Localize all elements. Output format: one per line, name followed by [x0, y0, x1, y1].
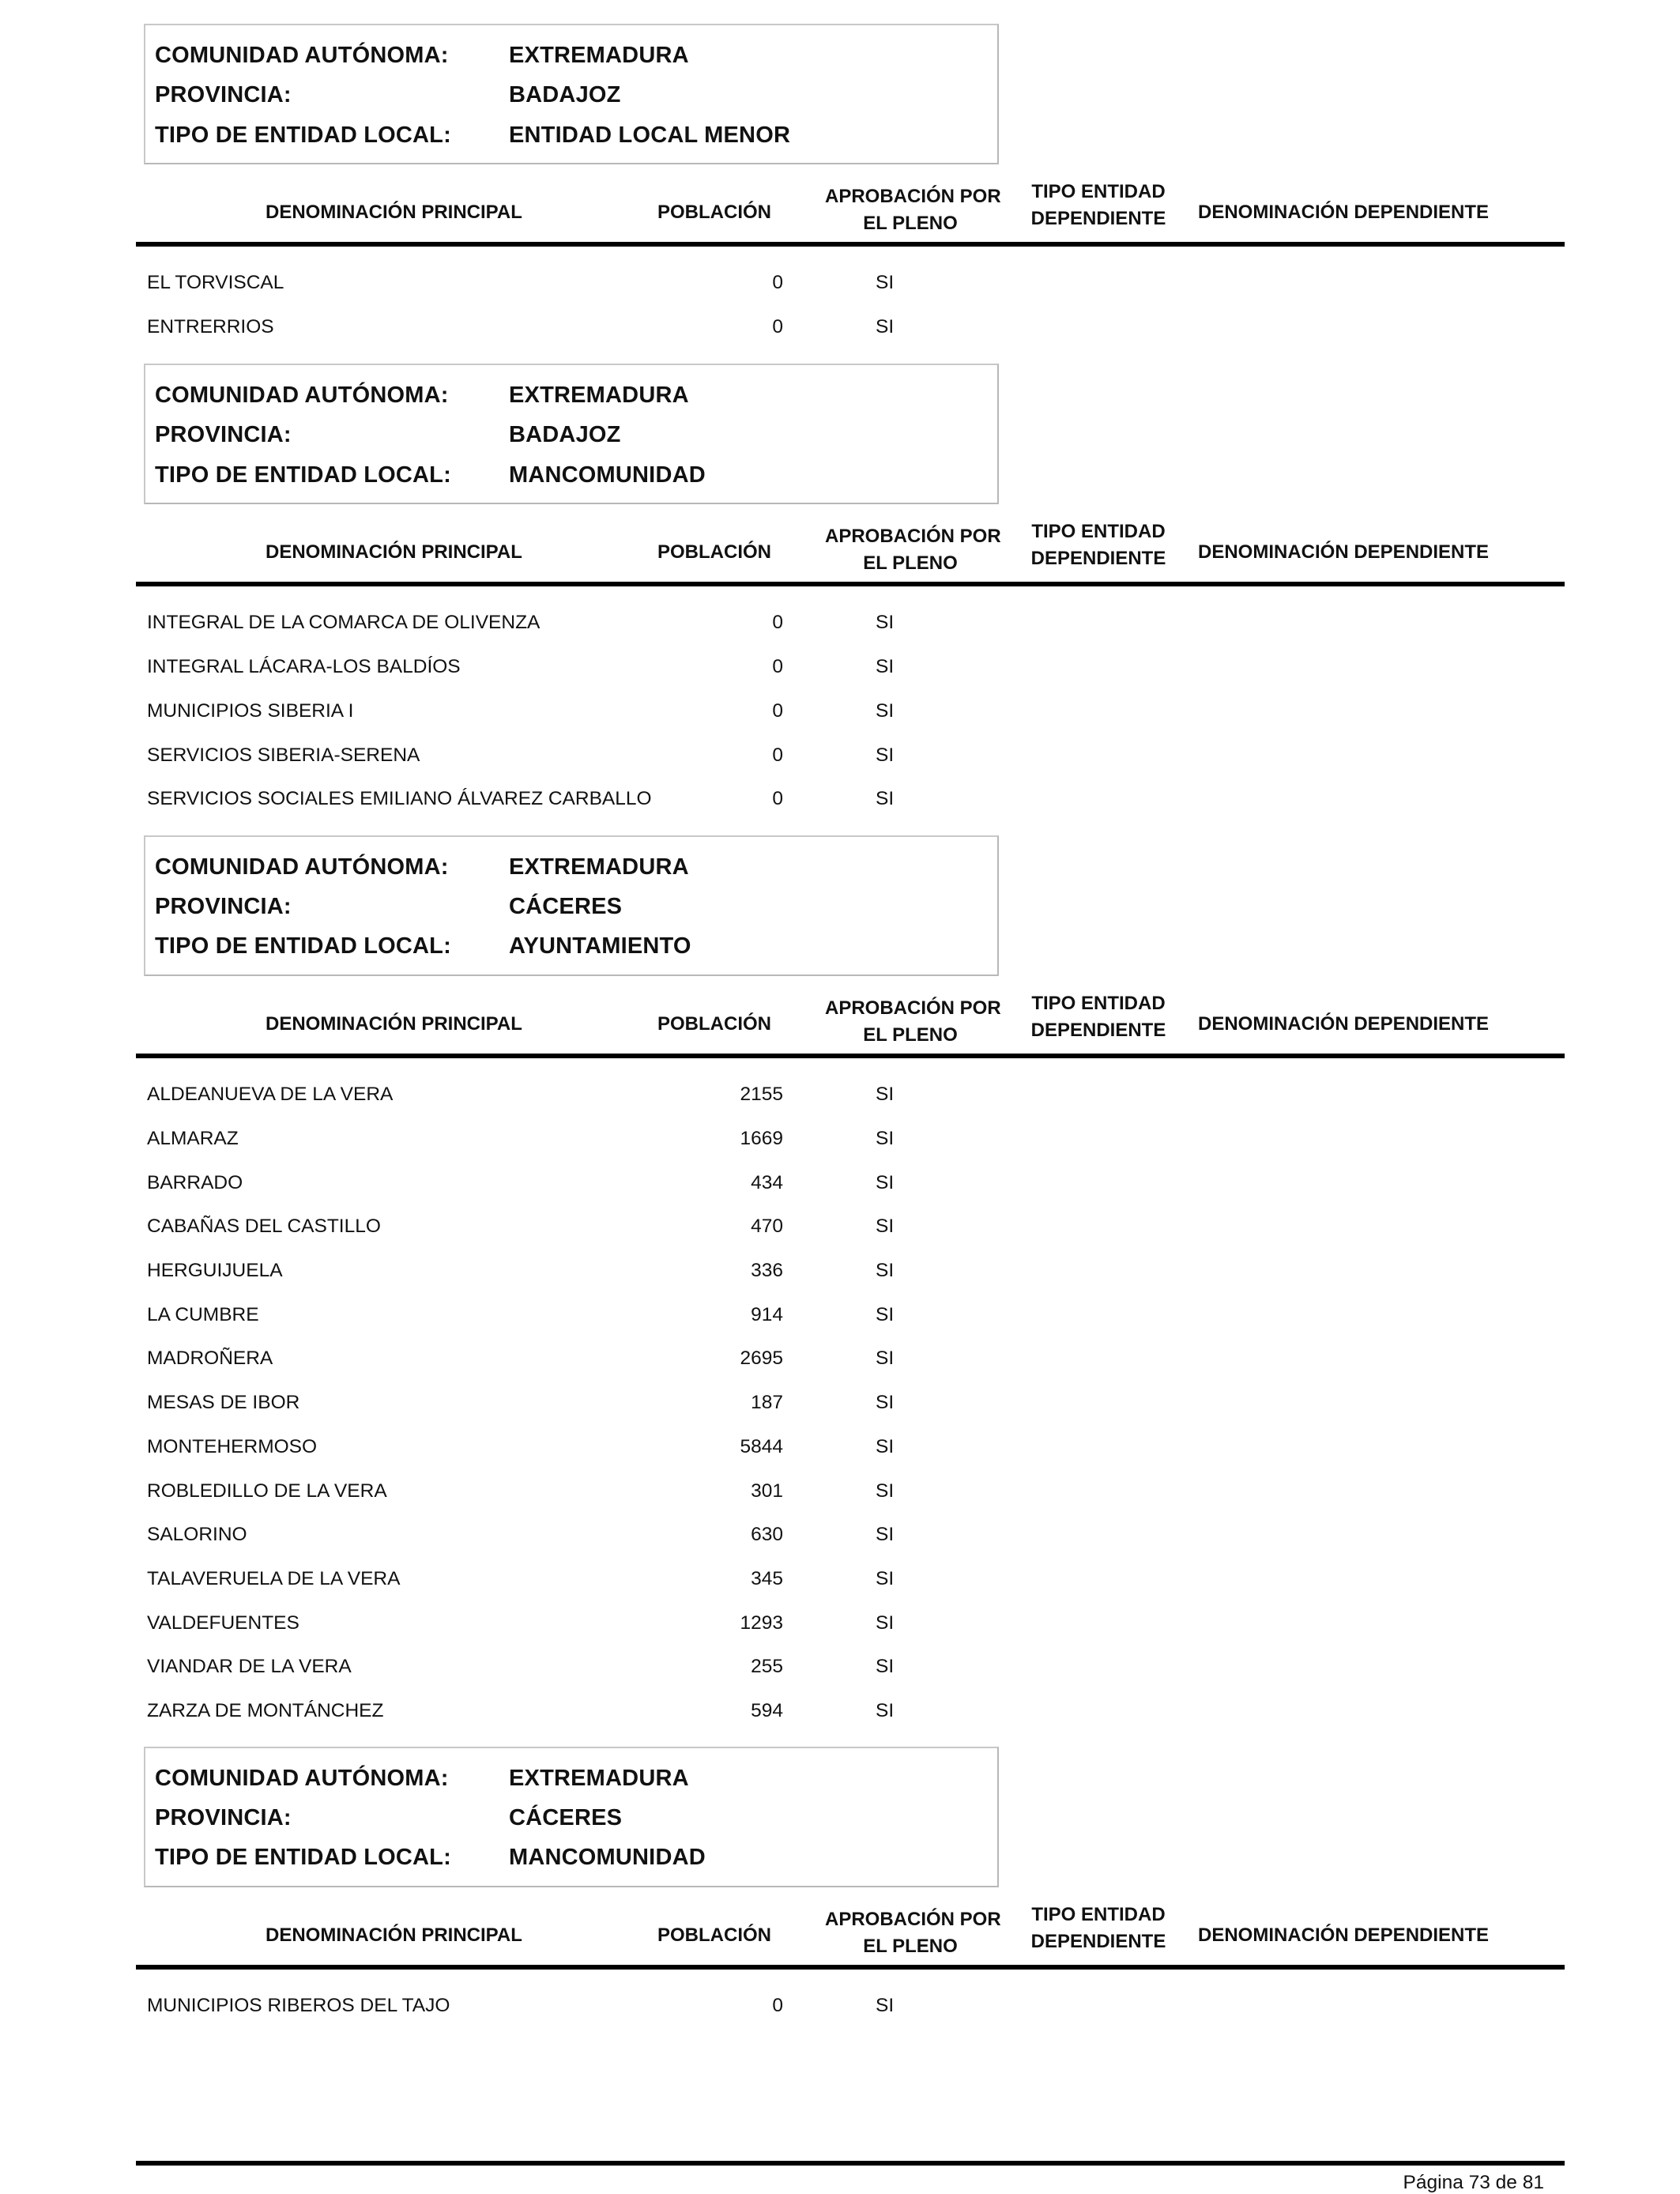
row-population: 0	[772, 656, 783, 677]
row-name: SERVICIOS SOCIALES EMILIANO ÁLVAREZ CARBALLO	[147, 788, 652, 809]
row-name: ALDEANUEVA DE LA VERA	[147, 1084, 394, 1105]
col-denominacion-header: DENOMINACIÓN PRINCIPAL	[266, 202, 522, 223]
row-name: INTEGRAL DE LA COMARCA DE OLIVENZA	[147, 612, 541, 633]
col-aprobacion-header-line1: APROBACIÓN POR	[825, 186, 1001, 207]
row-population: 345	[751, 1568, 783, 1589]
row-name: MESAS DE IBOR	[147, 1392, 300, 1413]
tipo-value: MANCOMUNIDAD	[509, 1845, 706, 1870]
tipo-value: AYUNTAMIENTO	[509, 933, 691, 959]
row-name: MADROÑERA	[147, 1348, 273, 1369]
row-population: 0	[772, 788, 783, 809]
col-dependiente-header: DENOMINACIÓN DEPENDIENTE	[1198, 202, 1490, 223]
col-tipo-header-line2: DEPENDIENTE	[1030, 1931, 1166, 1952]
row-approval: SI	[876, 1172, 895, 1193]
col-dependiente-header: DENOMINACIÓN DEPENDIENTE	[1198, 541, 1490, 563]
row-population: 0	[772, 1995, 783, 2016]
row-name: ROBLEDILLO DE LA VERA	[147, 1480, 387, 1502]
provincia-value: CÁCERES	[509, 894, 623, 919]
comunidad-label: COMUNIDAD AUTÓNOMA:	[155, 43, 449, 68]
row-population: 187	[751, 1392, 783, 1413]
col-tipo-header-line1: TIPO ENTIDAD	[1031, 1904, 1166, 1925]
comunidad-label: COMUNIDAD AUTÓNOMA:	[155, 1766, 449, 1791]
footer-rule	[136, 2161, 1565, 2166]
row-name: INTEGRAL LÁCARA-LOS BALDÍOS	[147, 656, 461, 677]
row-population: 470	[751, 1216, 783, 1237]
col-poblacion-header: POBLACIÓN	[657, 202, 771, 223]
row-approval: SI	[876, 1480, 895, 1502]
comunidad-value: EXTREMADURA	[509, 854, 689, 880]
row-approval: SI	[876, 745, 895, 766]
tipo-label: TIPO DE ENTIDAD LOCAL:	[155, 462, 451, 488]
col-tipo-header-line1: TIPO ENTIDAD	[1031, 993, 1166, 1014]
row-name: VIANDAR DE LA VERA	[147, 1656, 352, 1677]
row-approval: SI	[876, 1392, 895, 1413]
col-aprobacion-header-line2: EL PLENO	[863, 1024, 958, 1046]
row-name: MONTEHERMOSO	[147, 1436, 318, 1457]
row-approval: SI	[876, 700, 895, 722]
row-population: 0	[772, 612, 783, 633]
provincia-label: PROVINCIA:	[155, 422, 292, 447]
row-name: VALDEFUENTES	[147, 1612, 299, 1634]
row-name: EL TORVISCAL	[147, 272, 284, 293]
row-approval: SI	[876, 1348, 895, 1369]
row-population: 301	[751, 1480, 783, 1502]
row-approval: SI	[876, 1700, 895, 1721]
header-rule	[136, 1054, 1565, 1058]
row-approval: SI	[876, 272, 895, 293]
row-approval: SI	[876, 1436, 895, 1457]
tipo-label: TIPO DE ENTIDAD LOCAL:	[155, 933, 451, 959]
col-aprobacion-header-line2: EL PLENO	[863, 1936, 958, 1957]
row-name: ALMARAZ	[147, 1128, 239, 1149]
col-aprobacion-header-line1: APROBACIÓN POR	[825, 526, 1001, 547]
tipo-label: TIPO DE ENTIDAD LOCAL:	[155, 123, 451, 148]
comunidad-value: EXTREMADURA	[509, 43, 689, 68]
col-aprobacion-header-line2: EL PLENO	[863, 552, 958, 574]
row-approval: SI	[876, 788, 895, 809]
header-rule	[136, 242, 1565, 247]
row-approval: SI	[876, 1304, 895, 1325]
row-population: 914	[751, 1304, 783, 1325]
col-poblacion-header: POBLACIÓN	[657, 541, 771, 563]
provincia-label: PROVINCIA:	[155, 894, 292, 919]
col-aprobacion-header-line1: APROBACIÓN POR	[825, 997, 1001, 1019]
row-approval: SI	[876, 316, 895, 337]
row-population: 336	[751, 1260, 783, 1281]
tipo-value: MANCOMUNIDAD	[509, 462, 706, 488]
col-denominacion-header: DENOMINACIÓN PRINCIPAL	[266, 1013, 522, 1035]
row-name: MUNICIPIOS SIBERIA I	[147, 700, 354, 722]
tipo-label: TIPO DE ENTIDAD LOCAL:	[155, 1845, 451, 1870]
row-population: 1293	[740, 1612, 783, 1634]
comunidad-label: COMUNIDAD AUTÓNOMA:	[155, 854, 449, 880]
row-name: SERVICIOS SIBERIA-SERENA	[147, 745, 420, 766]
row-approval: SI	[876, 1995, 895, 2016]
col-poblacion-header: POBLACIÓN	[657, 1924, 771, 1946]
row-name: CABAÑAS DEL CASTILLO	[147, 1216, 381, 1237]
row-name: ZARZA DE MONTÁNCHEZ	[147, 1700, 384, 1721]
comunidad-value: EXTREMADURA	[509, 383, 689, 408]
row-approval: SI	[876, 1216, 895, 1237]
header-rule	[136, 582, 1565, 586]
col-dependiente-header: DENOMINACIÓN DEPENDIENTE	[1198, 1013, 1490, 1035]
row-population: 0	[772, 745, 783, 766]
col-tipo-header-line1: TIPO ENTIDAD	[1031, 181, 1166, 202]
row-approval: SI	[876, 1568, 895, 1589]
provincia-label: PROVINCIA:	[155, 1805, 292, 1830]
col-poblacion-header: POBLACIÓN	[657, 1013, 771, 1035]
row-name: LA CUMBRE	[147, 1304, 259, 1325]
page-number: Página 73 de 81	[1403, 2172, 1544, 2193]
col-denominacion-header: DENOMINACIÓN PRINCIPAL	[266, 1924, 522, 1946]
col-aprobacion-header-line2: EL PLENO	[863, 213, 958, 234]
col-denominacion-header: DENOMINACIÓN PRINCIPAL	[266, 541, 522, 563]
row-population: 594	[751, 1700, 783, 1721]
row-approval: SI	[876, 1612, 895, 1634]
row-population: 5844	[740, 1436, 783, 1457]
row-approval: SI	[876, 656, 895, 677]
provincia-value: BADAJOZ	[509, 422, 621, 447]
row-population: 1669	[740, 1128, 783, 1149]
row-approval: SI	[876, 1128, 895, 1149]
row-name: BARRADO	[147, 1172, 243, 1193]
col-tipo-header-line1: TIPO ENTIDAD	[1031, 521, 1166, 542]
row-name: HERGUIJUELA	[147, 1260, 283, 1281]
provincia-value: CÁCERES	[509, 1805, 623, 1830]
comunidad-value: EXTREMADURA	[509, 1766, 689, 1791]
row-population: 434	[751, 1172, 783, 1193]
col-dependiente-header: DENOMINACIÓN DEPENDIENTE	[1198, 1924, 1490, 1946]
row-approval: SI	[876, 1084, 895, 1105]
row-approval: SI	[876, 612, 895, 633]
row-name: TALAVERUELA DE LA VERA	[147, 1568, 401, 1589]
row-population: 0	[772, 700, 783, 722]
row-population: 0	[772, 316, 783, 337]
row-population: 0	[772, 272, 783, 293]
row-approval: SI	[876, 1260, 895, 1281]
row-population: 255	[751, 1656, 783, 1677]
tipo-value: ENTIDAD LOCAL MENOR	[509, 123, 791, 148]
row-approval: SI	[876, 1524, 895, 1545]
provincia-value: BADAJOZ	[509, 82, 621, 107]
row-population: 2155	[740, 1084, 783, 1105]
col-aprobacion-header-line1: APROBACIÓN POR	[825, 1909, 1001, 1930]
row-approval: SI	[876, 1656, 895, 1677]
row-population: 2695	[740, 1348, 783, 1369]
provincia-label: PROVINCIA:	[155, 82, 292, 107]
row-population: 630	[751, 1524, 783, 1545]
row-name: MUNICIPIOS RIBEROS DEL TAJO	[147, 1995, 450, 2016]
col-tipo-header-line2: DEPENDIENTE	[1030, 548, 1166, 569]
col-tipo-header-line2: DEPENDIENTE	[1030, 208, 1166, 229]
row-name: ENTRERRIOS	[147, 316, 274, 337]
row-name: SALORINO	[147, 1524, 247, 1545]
col-tipo-header-line2: DEPENDIENTE	[1030, 1020, 1166, 1041]
comunidad-label: COMUNIDAD AUTÓNOMA:	[155, 383, 449, 408]
header-rule	[136, 1965, 1565, 1970]
